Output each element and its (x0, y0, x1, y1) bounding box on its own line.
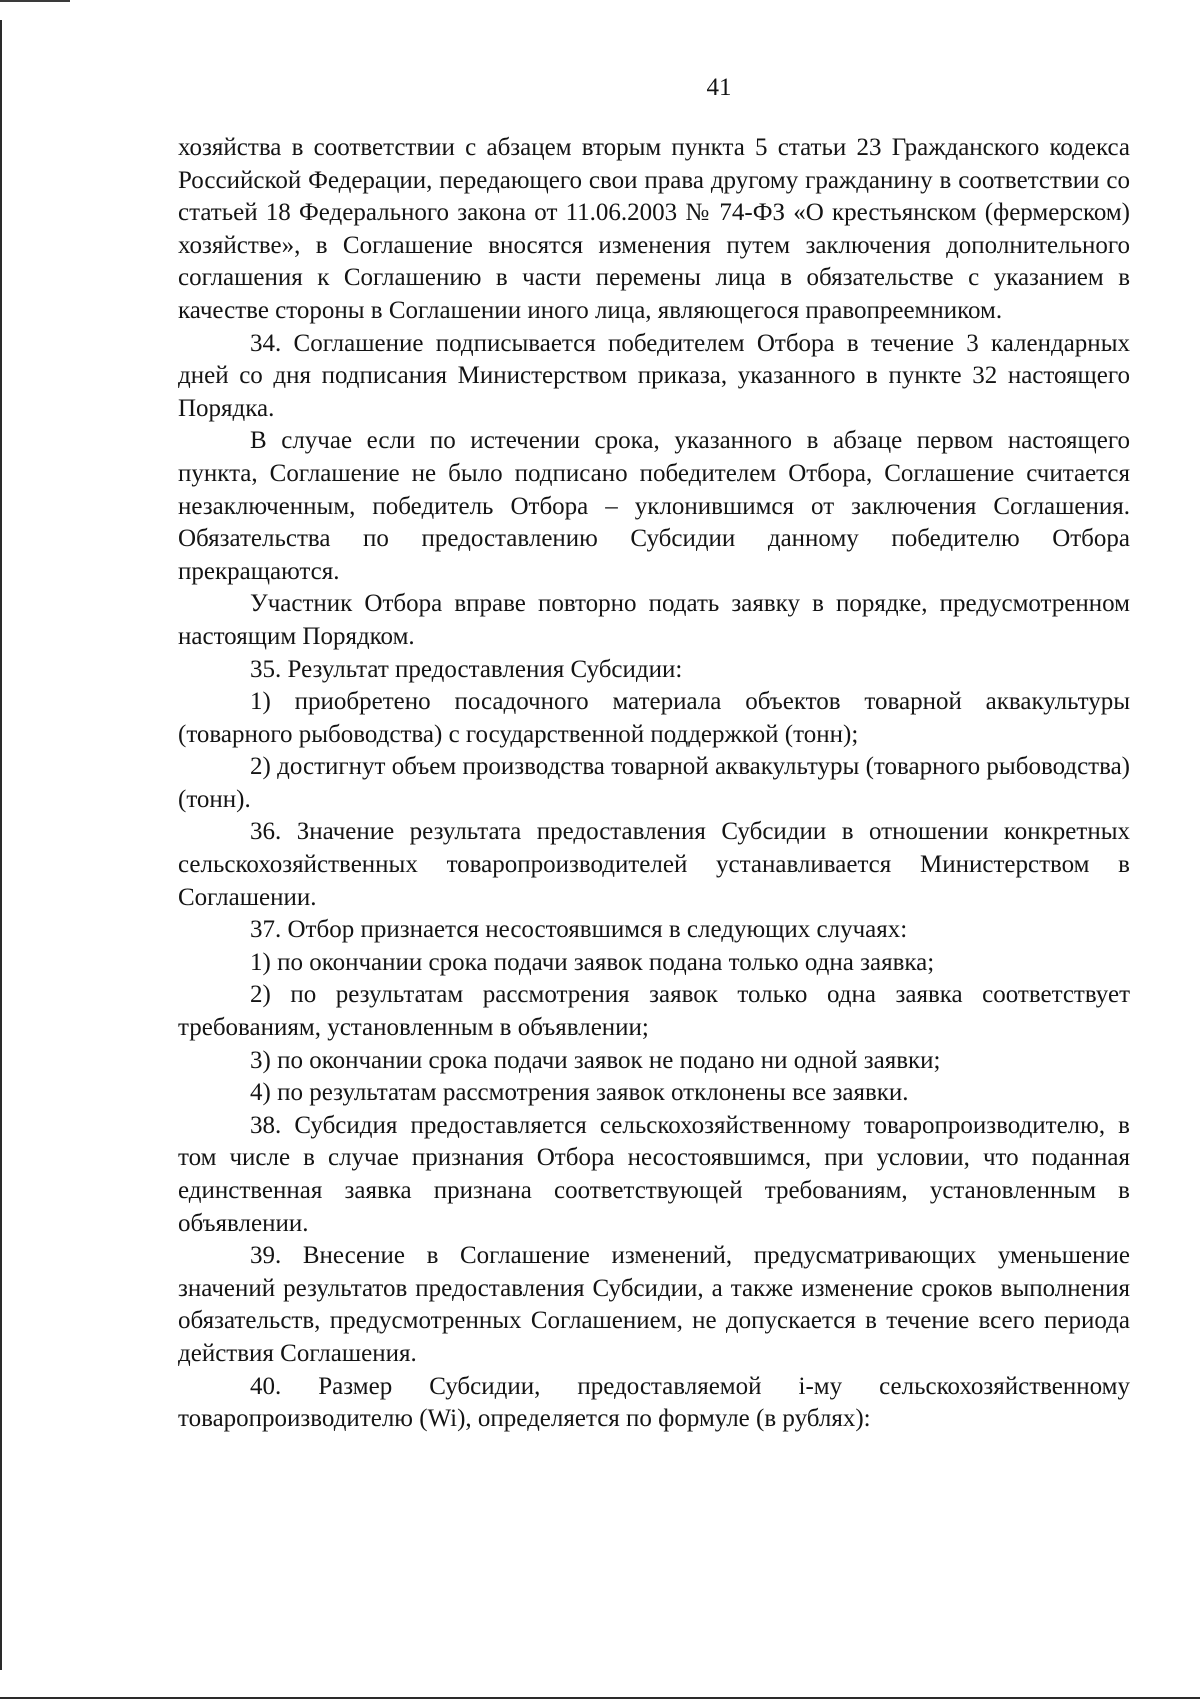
paragraph-continuation: хозяйства в соответствии с абзацем вторым пункта 5 статьи 23 Гражданского кодекса Российской Федерации, передающего свои права другому гражданину в соответствии со статьей 18 Федерального закона от 11.06.2003 № 74-ФЗ «О крестьянском (фермерском) хозяйстве», в Соглашение вносятся изменения путем заключения дополнительного соглашения к Соглашению в части перемены лица в обязательстве с указанием в качестве стороны в Соглашении иного лица, являющегося правопреемником. (178, 134, 1130, 324)
paragraph-item-34-note: В случае если по истечении срока, указанного в абзаце первом настоящего пункта, Соглашение не было подписано победителем Отбора, Соглашение считается незаключенным, победитель Отбора – уклонившимся от заключения Соглашения. Обязательства по предоставлению Субсидии данному победителю Отбора прекращаются. (178, 427, 1130, 585)
paragraph-item-35: 35. Результат предоставления Субсидии: (250, 655, 683, 683)
document-body (178, 132, 1130, 1436)
paragraph-item-37: 37. Отбор признается несостоявшимся в следующих случаях: (250, 916, 908, 944)
paragraph-item-37-2: 2) по результатам рассмотрения заявок только одна заявка соответствует требованиям, установленным в объявлении; (178, 981, 1130, 1042)
paragraph-item-37-4: 4) по результатам рассмотрения заявок отклонены все заявки. (250, 1079, 909, 1107)
page-number: 41 (706, 74, 732, 101)
paragraph-item-39: 39. Внесение в Соглашение изменений, предусматривающих уменьшение значений результатов предоставления Субсидии, а также изменение сроков выполнения обязательств, предусмотренных Соглашением, не допускается в течение всего периода действия Соглашения. (178, 1242, 1130, 1367)
scan-edge-left (0, 20, 2, 1670)
paragraph-item-40: 40. Размер Субсидии, предоставляемой i-му сельскохозяйственному товаропроизводителю (Wi), определяется по формуле (в рублях): (178, 1372, 1130, 1433)
paragraph-item-34-repeat: Участник Отбора вправе повторно подать заявку в порядке, предусмотренном настоящим Порядком. (178, 590, 1130, 650)
document-page (178, 60, 1130, 1436)
paragraph-item-37-1: 1) по окончании срока подачи заявок подана только одна заявка; (250, 948, 935, 976)
paragraph-item-34: 34. Соглашение подписывается победителем Отбора в течение 3 календарных дней со дня подписания Министерством приказа, указанного в пункте 32 настоящего Порядка. (178, 329, 1130, 422)
paragraph-item-35-2: 2) достигнут объем производства товарной аквакультуры (товарного рыбоводства) (тонн). (178, 753, 1130, 813)
paragraph-item-35-1: 1) приобретено посадочного материала объектов товарной аквакультуры (товарного рыбоводства) с государственной поддержкой (тонн); (178, 688, 1130, 748)
scan-edge-top (0, 0, 70, 2)
paragraph-item-37-3: 3) по окончании срока подачи заявок не подано ни одной заявки; (250, 1046, 941, 1074)
paragraph-item-36: 36. Значение результата предоставления Субсидии в отношении конкретных сельскохозяйственных товаропроизводителей устанавливается Министерством в Соглашении. (178, 818, 1130, 911)
paragraph-item-38: 38. Субсидия предоставляется сельскохозяйственному товаропроизводителю, в том числе в случае признания Отбора несостоявшимся, при условии, что поданная единственная заявка признана соответствующей требованиям, установленным в объявлении. (178, 1111, 1130, 1237)
